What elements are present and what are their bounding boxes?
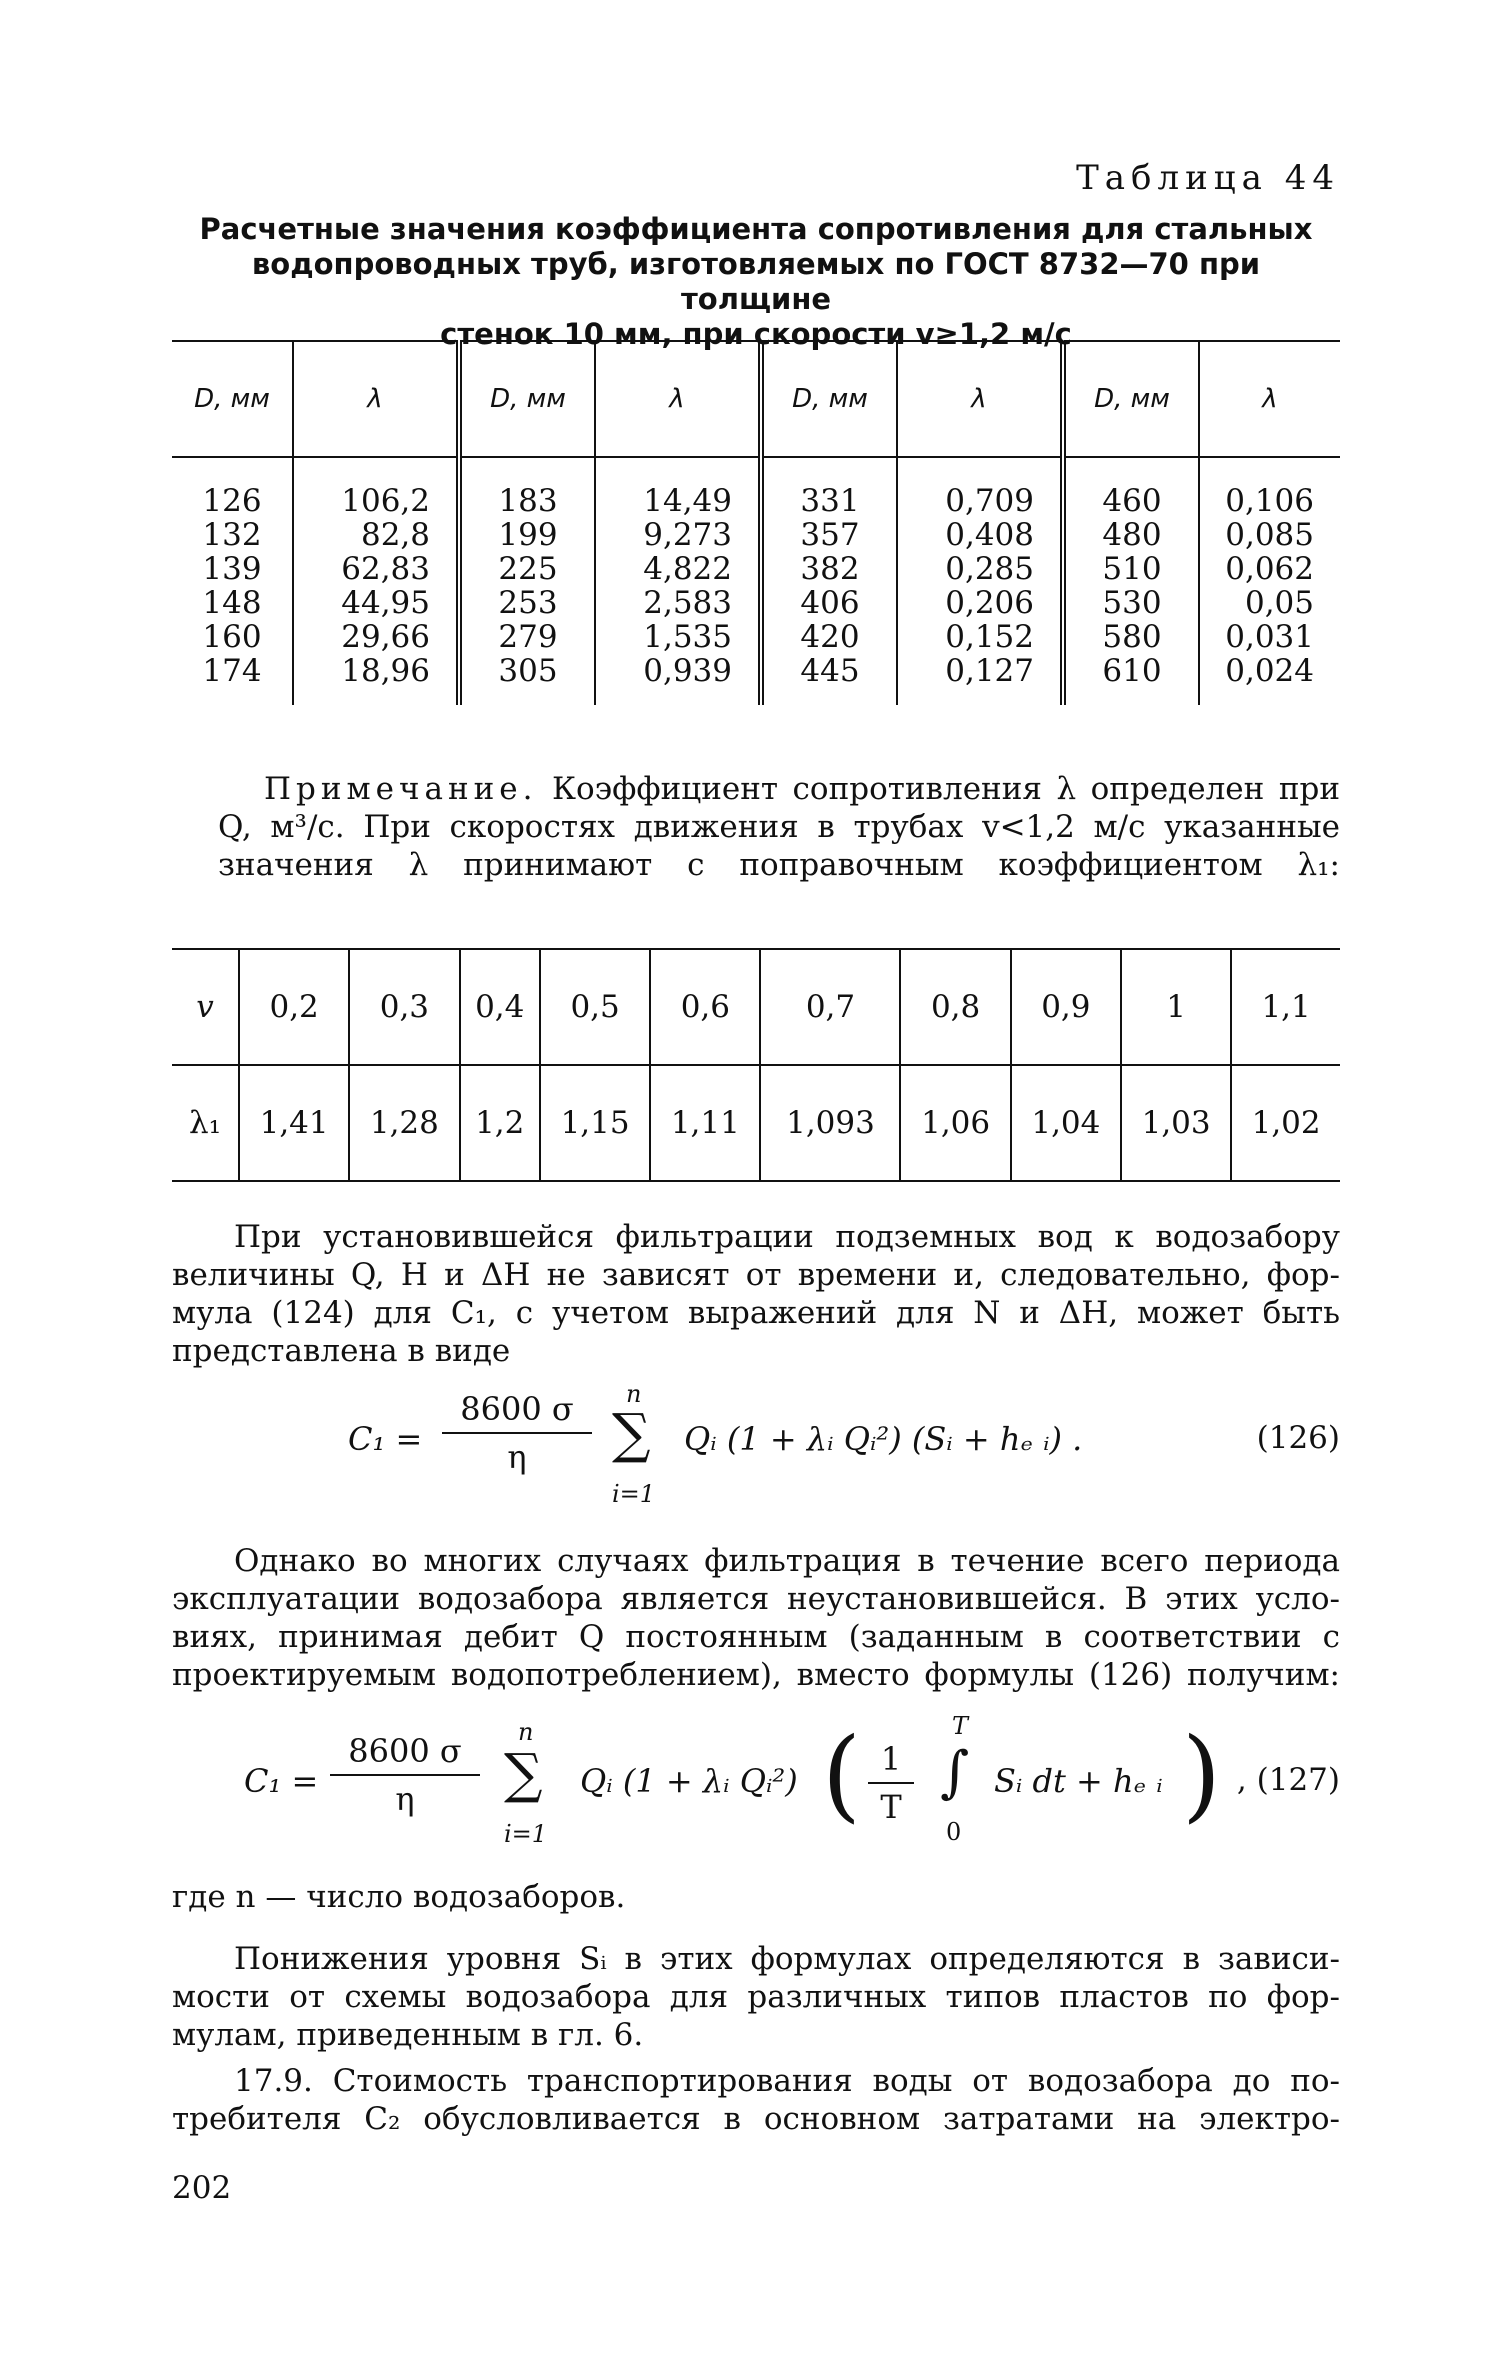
table-cell: 0,062 [1225,551,1314,587]
where-line [172,1878,1340,1916]
fraction-bar [868,1782,914,1784]
coefficient-row [172,1065,1340,1181]
column-d-2 [459,457,595,705]
table-cell: 279 [498,619,558,655]
table-cell: 357 [800,517,860,553]
table-cell: 174 [202,653,262,689]
table-cell: 0,709 [945,483,1034,519]
velocity-cell: 0,9 [1011,949,1121,1065]
equation-number: (126) [1256,1420,1340,1456]
velocity-cell: 0,7 [760,949,900,1065]
paragraph-line: При установившейся фильтрации подземных вод к водозабору [234,1219,1340,1255]
table-caption [172,212,1340,352]
caption-line: стенок 10 мм, при скорости v≥1,2 м/с [440,317,1072,351]
coefficient-cell: 1,02 [1231,1065,1340,1181]
velocity-label: v [172,949,239,1065]
coefficient-label: λ₁ [172,1065,239,1181]
column-lambda-3 [897,457,1063,705]
paragraph-line: Понижения уровня Sᵢ в этих формулах определяются в зависи- [234,1941,1340,1977]
table-cell: 305 [498,653,558,689]
formula-lhs: C₁ = [348,1420,423,1458]
paragraph [172,2062,1340,2138]
fraction-denominator: η [395,1780,415,1818]
table-cell: 9,273 [643,517,732,553]
sum-upper-limit: n [518,1718,534,1746]
right-parenthesis: ) [1182,1716,1222,1833]
book-page [172,0,1340,2363]
table-cell: 82,8 [360,517,430,553]
coefficient-cell: 1,04 [1011,1065,1121,1181]
table-cell: 0,031 [1225,619,1314,655]
note-text: Коэффициент сопротивления λ определен при [552,771,1341,807]
table-cell: 253 [498,585,558,621]
coefficient-cell: 1,11 [650,1065,760,1181]
column-d-1 [172,457,293,705]
inner-fraction [868,1740,914,1826]
sum-lower-limit: i=1 [504,1820,548,1848]
velocity-cell: 0,5 [540,949,650,1065]
table-number: Таблица 44 [1076,158,1340,198]
header-lambda: λ [1199,341,1340,457]
header-lambda: λ [595,341,761,457]
paragraph-line: представлена в виде [172,1333,511,1369]
formula-lhs: C₁ = [244,1762,319,1800]
table-note [218,770,1340,884]
column-lambda-1 [293,457,459,705]
header-lambda: λ [897,341,1063,457]
table-cell: 44,95 [341,585,430,621]
paragraph-line: эксплуатации водозабора является неустановившейся. В этих усло- [172,1581,1340,1617]
integral-body: Sᵢ dt + hₑ ᵢ [994,1762,1163,1800]
table-row [172,457,1340,705]
table-cell: 106,2 [341,483,430,519]
inner-denominator: T [880,1788,902,1826]
page-number: 202 [172,2170,232,2206]
table-cell: 420 [800,619,860,655]
left-parenthesis: ( [822,1716,862,1833]
paragraph-line: величины Q, H и ΔH не зависят от времени и, следовательно, фор- [172,1257,1340,1293]
table-cell: 29,66 [341,619,430,655]
table-cell: 1,535 [643,619,732,655]
table-cell: 406 [800,585,860,621]
table-cell: 132 [202,517,262,553]
velocity-cell: 0,8 [900,949,1010,1065]
coefficient-cell: 1,15 [540,1065,650,1181]
velocity-cell: 1 [1121,949,1231,1065]
table-cell: 2,583 [643,585,732,621]
coefficient-cell: 1,2 [460,1065,540,1181]
header-lambda: λ [293,341,459,457]
paragraph-line: где n — число водозаборов. [172,1879,626,1915]
coefficient-cell: 1,093 [760,1065,900,1181]
table-cell: 0,206 [945,585,1034,621]
header-d: D, мм [172,341,293,457]
table-cell: 0,05 [1244,585,1314,621]
fraction-numerator: 8600 σ [460,1390,574,1428]
column-lambda-4 [1199,457,1340,705]
table-cell: 160 [202,619,262,655]
table-cell: 4,822 [643,551,732,587]
integral-upper-limit: T [952,1712,969,1740]
coefficient-cell: 1,41 [239,1065,349,1181]
table-cell: 0,408 [945,517,1034,553]
paragraph-line: виях, принимая дебит Q постоянным (заданным в соответствии с [172,1619,1340,1655]
table-cell: 62,83 [341,551,430,587]
fraction-numerator: 8600 σ [348,1732,462,1770]
table-cell: 14,49 [643,483,732,519]
table-cell: 0,085 [1225,517,1314,553]
column-d-4 [1063,457,1199,705]
formula-fraction [442,1390,592,1476]
table-cell: 0,285 [945,551,1034,587]
fraction-bar [442,1432,592,1434]
correction-table [172,948,1340,1182]
velocity-cell: 0,6 [650,949,760,1065]
paragraph [172,1940,1340,2054]
velocity-cell: 0,3 [349,949,459,1065]
note-line: Q, м³/с. При скоростях движения в трубах v<1,2 м/с указанные [218,809,1340,845]
integral-lower-limit: 0 [946,1818,962,1846]
table-cell: 480 [1102,517,1162,553]
sum-upper-limit: n [626,1380,642,1408]
column-lambda-2 [595,457,761,705]
table-cell: 445 [800,653,860,689]
header-d: D, мм [459,341,595,457]
table-cell: 126 [202,483,262,519]
table-cell: 183 [498,483,558,519]
table-cell: 139 [202,551,262,587]
coefficient-cell: 1,28 [349,1065,459,1181]
fraction-denominator: η [507,1438,527,1476]
formula-126 [172,1380,1340,1520]
formula-127 [172,1700,1340,1860]
note-line: значения λ принимают с поправочным коэффициентом λ₁: [218,847,1340,883]
paragraph-line: мулам, приведенным в гл. 6. [172,2017,644,2053]
table-cell: 225 [498,551,558,587]
coefficient-cell: 1,03 [1121,1065,1231,1181]
paragraph-line: мула (124) для C₁, с учетом выражений для N и ΔH, может быть [172,1295,1340,1331]
formula-body: Qᵢ (1 + λᵢ Qᵢ²) (Sᵢ + hₑ ᵢ) . [684,1420,1083,1458]
sum-lower-limit: i=1 [612,1480,656,1508]
integral-sign: ∫ [940,1740,970,1805]
table-cell: 331 [800,483,860,519]
table-cell: 382 [800,551,860,587]
column-d-3 [761,457,897,705]
paragraph [172,1542,1340,1694]
table-cell: 199 [498,517,558,553]
table-cell: 0,939 [643,653,732,689]
note-line [264,770,1340,808]
paragraph-line: требителя C₂ обусловливается в основном затратами на электро- [172,2101,1340,2137]
fraction-bar [330,1774,480,1776]
velocity-cell: 0,4 [460,949,540,1065]
table-cell: 510 [1102,551,1162,587]
header-d: D, мм [1063,341,1199,457]
header-d: D, мм [761,341,897,457]
paragraph-line: 17.9. Стоимость транспортирования воды от водозабора до по- [234,2063,1340,2099]
formula-body: Qᵢ (1 + λᵢ Qᵢ²) [580,1762,798,1800]
caption-line: Расчетные значения коэффициента сопротивления для стальных [199,212,1313,246]
velocity-row [172,949,1340,1065]
sum-sign: ∑ [504,1742,543,1805]
inner-numerator: 1 [880,1740,902,1778]
paragraph-line: мости от схемы водозабора для различных типов пластов по фор- [172,1979,1340,2015]
velocity-cell: 0,2 [239,949,349,1065]
note-lead: Примечание. [264,771,538,807]
resistance-table [172,340,1340,705]
table-header-row [172,341,1340,457]
sum-sign: ∑ [612,1402,651,1465]
table-cell: 610 [1102,653,1162,689]
velocity-cell: 1,1 [1231,949,1340,1065]
formula-fraction [330,1732,480,1818]
table-cell: 148 [202,585,262,621]
paragraph-line: Однако во многих случаях фильтрация в течение всего периода [234,1543,1340,1579]
table-cell: 530 [1102,585,1162,621]
coefficient-cell: 1,06 [900,1065,1010,1181]
table-cell: 18,96 [341,653,430,689]
table-cell: 0,024 [1225,653,1314,689]
table-cell: 580 [1102,619,1162,655]
paragraph [172,1218,1340,1370]
table-cell: 0,127 [945,653,1034,689]
table-cell: 0,106 [1225,483,1314,519]
table-cell: 0,152 [945,619,1034,655]
table-cell: 460 [1102,483,1162,519]
caption-line: водопроводных труб, изготовляемых по ГОСТ 8732—70 при толщине [251,247,1261,316]
paragraph-line: проектируемым водопотреблением), вместо формулы (126) получим: [172,1657,1340,1693]
equation-number: , (127) [1236,1762,1340,1798]
